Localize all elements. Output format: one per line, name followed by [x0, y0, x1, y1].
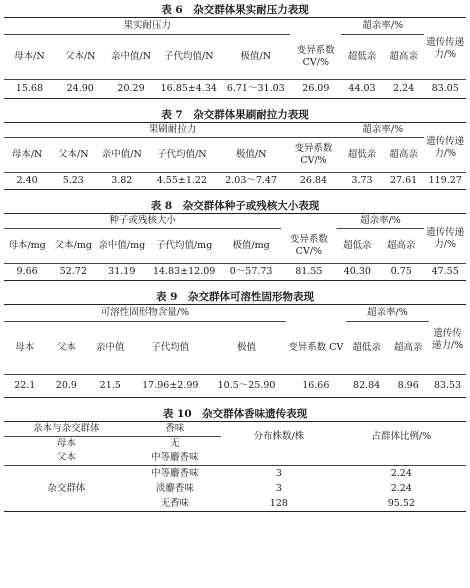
table6 — [4, 17, 466, 99]
table9-cell: 83.53 — [433, 380, 462, 391]
table9-superparent-header: 超亲率/% — [346, 305, 429, 322]
table9-cell: 82.84 — [353, 380, 381, 391]
table6-col-header: 母本/N — [14, 51, 45, 62]
table6-col-header: 变异系数 CV/% — [296, 44, 335, 68]
table10-col-header: 占群体比例/% — [371, 430, 432, 442]
table8-cell: 47.55 — [431, 266, 459, 277]
table6-cell: 44.03 — [348, 83, 376, 94]
table6-caption: 表 6 杂交群体果实耐压力表现 — [161, 4, 309, 16]
table8-col-header: 亲中值/mg — [98, 240, 146, 251]
table9-group-header: 可溶性固形物含量/% — [4, 305, 286, 322]
table9-cell: 8.96 — [397, 380, 419, 391]
table9-cell: 20.9 — [55, 380, 77, 391]
table8-cell: 14.83±12.09 — [152, 266, 216, 277]
table7-col-header: 超低亲 — [347, 149, 377, 160]
table10-cell: 无 — [170, 438, 180, 449]
table10-cell: 无香味 — [160, 497, 190, 509]
table7-col-header: 变异系数 CV/% — [294, 143, 333, 166]
table7-col-header: 母本/N — [11, 149, 43, 160]
table8 — [4, 213, 466, 281]
table10-cell: 3 — [275, 482, 282, 494]
table6-col-header: 极值/N — [240, 51, 272, 62]
table7-caption: 表 7 杂交群体果刷耐拉力表现 — [161, 109, 309, 121]
table6-col-header: 亲中值/N — [111, 51, 152, 62]
table9-col-header: 超高亲 — [393, 342, 423, 353]
table6-group-header: 果实耐压力 — [4, 18, 290, 35]
table10-cell: 中等麝香味 — [151, 467, 199, 479]
table9-col-header: 超低亲 — [352, 342, 381, 353]
table10-caption: 表 10 杂交群体香味遗传表现 — [162, 408, 308, 420]
table9-col-header: 亲中值 — [95, 342, 125, 353]
table6-col-header: 父本/N — [64, 51, 96, 62]
table10-cell — [337, 451, 466, 466]
table6-heritability-header: 遗传传递力/% — [426, 36, 465, 60]
table10-cell: 2.24 — [390, 482, 412, 494]
table6-cell: 16.85±4.34 — [160, 83, 217, 94]
table8-superparent-header: 超亲率/% — [337, 214, 425, 229]
table6-superparent-header: 超亲率/% — [341, 18, 424, 35]
table7-cell: 27.61 — [389, 175, 418, 186]
document-page — [4, 4, 466, 512]
table9 — [4, 304, 466, 398]
table9-cell: 22.1 — [14, 380, 36, 391]
table7-cell: 119.27 — [428, 175, 462, 186]
table9-cell: 17.96±2.99 — [142, 380, 199, 391]
table6-cell: 20.29 — [117, 83, 145, 94]
table7-cell: 26.84 — [299, 175, 328, 186]
table8-col-header: 超高亲 — [386, 240, 416, 251]
table10-cell: 3 — [275, 467, 282, 479]
table9-caption: 表 9 杂交群体可溶性固形物表现 — [156, 291, 314, 303]
table8-cell: 52.72 — [59, 266, 87, 277]
table7-cell: 3.73 — [351, 175, 373, 186]
table6-cell: 26.09 — [302, 83, 330, 94]
table7-cell: 5.23 — [62, 175, 84, 186]
table7-col-header: 亲中值/N — [101, 149, 142, 160]
table8-col-header: 变异系数 CV/% — [289, 233, 328, 257]
table9-cell: 16.66 — [302, 380, 330, 391]
table10-cell: 淡麝香味 — [155, 482, 194, 494]
table7-cell: 3.82 — [111, 175, 133, 186]
table8-cell: 0.75 — [390, 266, 412, 277]
table7 — [4, 122, 466, 190]
table10-col-header: 分布株数/株 — [253, 430, 305, 442]
table10-col-header: 亲本与杂交群体 — [33, 423, 100, 434]
table8-cell: 0～57.73 — [229, 266, 273, 277]
table10 — [4, 421, 466, 512]
table9-col-header: 母本 — [15, 342, 35, 353]
table10-cell: 父本 — [56, 452, 76, 463]
table8-cell: 81.55 — [295, 266, 323, 277]
table10-cell: 母本 — [56, 438, 76, 449]
table10-cell: 2.24 — [390, 467, 412, 479]
table7-col-header: 极值/N — [235, 149, 267, 160]
table7-group-header: 果刷耐拉力 — [4, 123, 341, 138]
table8-col-header: 极值/mg — [232, 240, 270, 251]
table8-col-header: 超低亲 — [343, 240, 372, 251]
table7-col-header: 超高亲 — [389, 149, 418, 160]
table8-group-header: 种子或残核大小 — [4, 214, 281, 229]
table6-col-header: 超低亲 — [347, 51, 377, 62]
table9-col-header: 极值 — [237, 342, 257, 353]
table6-cell: 6.71～31.03 — [226, 83, 285, 94]
table6-cell: 24.90 — [66, 83, 94, 94]
table7-heritability-header: 遗传传递力/% — [426, 135, 465, 159]
table8-cell: 40.30 — [343, 266, 371, 277]
table9-cell: 10.5～25.90 — [217, 380, 276, 391]
table8-col-header: 父本/mg — [54, 240, 92, 251]
table6-cell: 83.05 — [431, 83, 459, 94]
table10-cell: 128 — [269, 497, 288, 509]
table9-col-header: 子代均值 — [151, 342, 190, 353]
table8-col-header: 子代均值/mg — [155, 240, 213, 251]
table7-col-header: 父本/N — [58, 149, 89, 160]
table10-cell: 中等麝香味 — [151, 452, 199, 463]
table7-superparent-header: 超亲率/% — [341, 123, 424, 138]
table6-cell: 2.24 — [393, 83, 415, 94]
table7-cell: 2.40 — [16, 175, 38, 186]
table10-col-header: 香味 — [165, 423, 185, 434]
table8-heritability-header: 遗传传递力/% — [426, 226, 465, 250]
table8-cell: 9.66 — [16, 266, 38, 277]
table10-cell: 杂交群体 — [47, 482, 86, 494]
table8-col-header: 母本/mg — [8, 240, 46, 251]
table7-cell: 4.55±1.22 — [156, 175, 207, 186]
table8-cell: 31.19 — [108, 266, 136, 277]
table7-cell: 2.03～7.47 — [225, 175, 278, 186]
table6-col-header: 子代均值/N — [164, 51, 214, 62]
table9-heritability-header: 遗传传递力/% — [431, 327, 464, 351]
table9-col-header: 父本 — [56, 342, 76, 353]
table10-cell: 95.52 — [387, 497, 415, 509]
table9-col-header: 变异系数 CV — [288, 341, 344, 353]
table10-cell — [221, 451, 337, 466]
table7-col-header: 子代均值/N — [157, 149, 207, 160]
table9-cell: 21.5 — [99, 380, 121, 391]
table8-caption: 表 8 杂交群体种子或残核大小表现 — [150, 200, 320, 212]
table6-cell: 15.68 — [15, 83, 43, 94]
table6-col-header: 超高亲 — [389, 51, 418, 62]
